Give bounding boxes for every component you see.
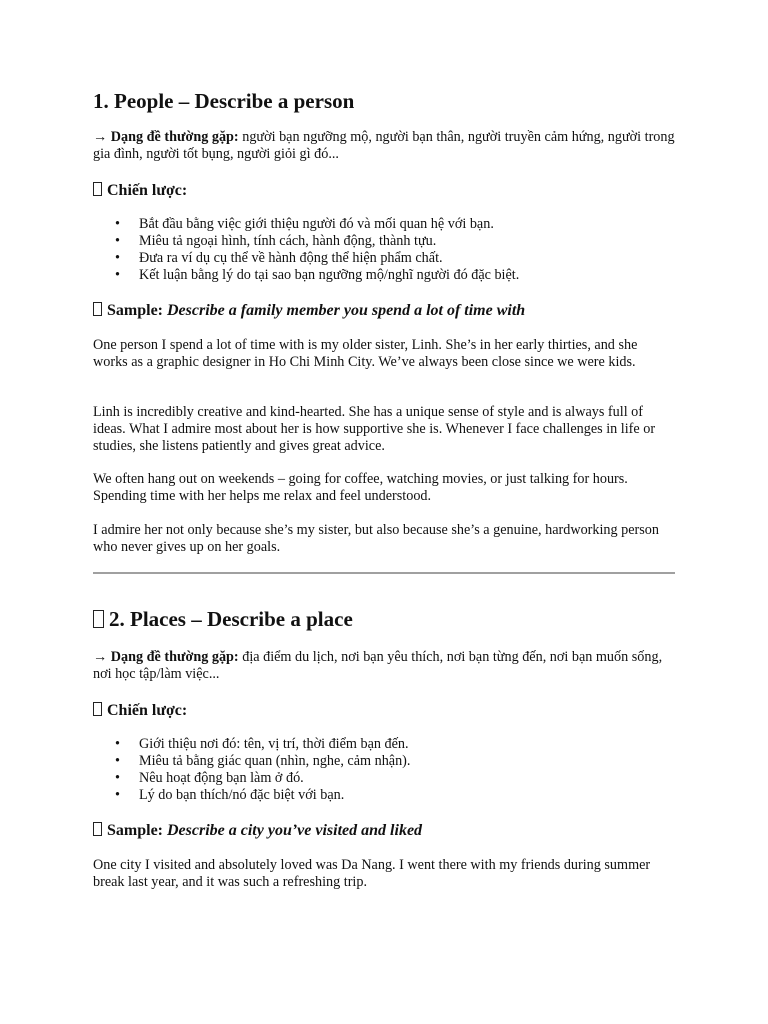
section-divider — [93, 572, 675, 574]
section-2-sample-title: Describe a city you’ve visited and liked — [167, 822, 423, 839]
section-2-topics-text: địa điểm du lịch, nơi bạn yêu thích, nơi bạn từng đến, nơi bạn muốn sống, nơi học tập/làm việc... — [93, 649, 663, 682]
section-2-topics — [93, 649, 675, 683]
section-1-strategy-label: Chiến lược: — [107, 182, 188, 199]
section-1-strategy-list — [93, 216, 519, 284]
section-2-sample-heading — [93, 821, 422, 841]
section-2-sample-label: Sample: — [107, 822, 163, 839]
list-item: • Giới thiệu nơi đó: tên, vị trí, thời điểm bạn đến. — [93, 736, 410, 753]
section-2-strategy-label: Chiến lược: — [107, 702, 188, 719]
section-1-topics-label: Dạng đề thường gặp: — [110, 129, 239, 145]
section-2-paragraph-1: One city I visited and absolutely loved was Da Nang. I went there with my friends during summer break last year, and it was such a refreshing trip. — [93, 857, 651, 890]
list-item: • Nêu hoạt động bạn làm ở đó. — [93, 770, 410, 787]
box-icon — [93, 182, 102, 196]
section-2-topics-label: Dạng đề thường gặp: — [110, 649, 239, 665]
box-icon — [93, 702, 102, 716]
list-item: • Miêu tả ngoại hình, tính cách, hành động, thành tựu. — [93, 233, 519, 250]
list-item: • Kết luận bằng lý do tại sao bạn ngưỡng mộ/nghĩ người đó đặc biệt. — [93, 267, 519, 284]
box-icon — [93, 822, 102, 836]
list-item: • Miêu tả bằng giác quan (nhìn, nghe, cảm nhận). — [93, 753, 410, 770]
section-1-paragraph-3: We often hang out on weekends – going for coffee, watching movies, or just talking for hours. Spending time with her helps me relax and feel understood. — [93, 471, 628, 504]
section-1-sample-label: Sample: — [107, 302, 163, 319]
arrow-icon: → — [93, 649, 108, 665]
section-1-paragraph-2: Linh is incredibly creative and kind-hearted. She has a unique sense of style and is always full of ideas. What I admire most about her is how supportive she is. Whenever I face challenges in life or studies, she listens patiently and gives great advice. — [93, 404, 656, 454]
list-item: • Đưa ra ví dụ cụ thể về hành động thể hiện phẩm chất. — [93, 250, 519, 267]
box-icon — [93, 302, 102, 316]
section-2-strategy-list — [93, 736, 410, 804]
section-2-title — [93, 606, 353, 632]
section-2-strategy-heading — [93, 701, 187, 721]
section-1-paragraph-1: One person I spend a lot of time with is my older sister, Linh. She’s in her early thirties, and she works as a graphic designer in Ho Chi Minh City. We’ve always been close since we were kids. — [93, 337, 638, 370]
list-item: • Bắt đầu bằng việc giới thiệu người đó và mối quan hệ với bạn. — [93, 216, 519, 233]
section-1-sample-title: Describe a family member you spend a lot of time with — [167, 302, 526, 319]
section-1-topics — [93, 129, 675, 163]
section-1-sample-heading — [93, 301, 525, 321]
section-1-title: 1. People – Describe a person — [93, 89, 355, 113]
section-1-topics-text: người bạn ngưỡng mộ, người bạn thân, người truyền cảm hứng, người trong gia đình, người tốt bụng, người giỏi gì đó... — [93, 129, 675, 162]
list-item: • Lý do bạn thích/nó đặc biệt với bạn. — [93, 787, 410, 804]
arrow-icon: → — [93, 129, 108, 145]
section-1-paragraph-4: I admire her not only because she’s my sister, but also because she’s a genuine, hardworking person who never gives up on her goals. — [93, 522, 659, 555]
section-1-strategy-heading — [93, 181, 187, 201]
section-2-title-text: 2. Places – Describe a place — [109, 607, 353, 631]
box-icon — [93, 610, 104, 628]
